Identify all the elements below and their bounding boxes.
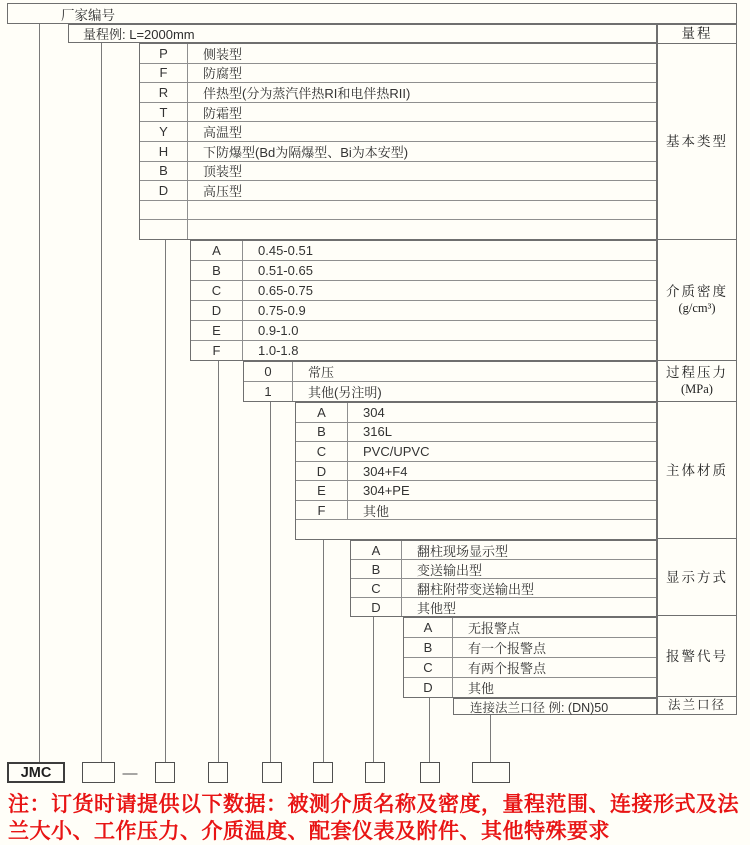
desc-cell: 1.0-1.8 [258,343,299,358]
label-process-pressure: 过程压力 (MPa) [658,361,736,402]
code-cell: D [140,181,188,200]
code-cell: F [191,341,243,360]
model-prefix-text: JMC [20,764,52,781]
code-cell: C [296,442,348,461]
desc-cell: 侧装型 [203,46,243,62]
code-cell: A [296,403,348,422]
table-row [404,638,656,658]
table-row [296,423,656,443]
code-cell: B [296,423,348,442]
desc-cell: 316L [363,424,392,440]
desc-cell: 0.9-1.0 [258,323,299,338]
table-row [191,301,656,321]
desc-cell: 防腐型 [203,66,243,82]
desc-cell: 304 [363,404,385,420]
desc-cell: 有两个报警点 [468,661,547,676]
desc-cell: 翻柱现场显示型 [417,543,509,559]
connector-line-manufacturer [39,24,40,762]
model-code-box-pressure [262,762,282,783]
table-row [140,181,656,201]
model-code-box-basic-type [155,762,175,783]
table-row [191,341,656,360]
label-display-mode: 显示方式 [658,539,736,616]
code-cell: A [404,618,453,637]
desc-cell: 无报警点 [468,621,521,636]
manufacturer-number-box [7,3,737,24]
code-cell: Y [140,122,188,141]
desc-cell: PVC/UPVC [363,443,430,459]
table-row [244,382,656,401]
manufacturer-number-label: 厂家编号 [61,7,115,23]
code-cell: A [191,241,243,260]
display-mode-table [350,540,657,617]
desc-cell: 其他 [468,681,495,696]
category-label-column [657,24,737,715]
body-material-table [295,402,657,540]
table-row-empty [140,201,656,221]
range-example-box [68,24,657,43]
desc-cell: 顶装型 [203,164,243,180]
desc-cell [296,520,656,539]
code-cell: F [140,64,188,83]
ordering-note: 注：订货时请提供以下数据：被测介质名称及密度，量程范围、连接形式及法兰大小、工作压力、介质温度、配套仪表及附件、其他特殊要求 [8,793,739,843]
connector-line-range [101,43,102,762]
table-row [191,281,656,301]
model-code-box-range [82,762,115,783]
table-row [296,501,656,521]
range-example-text: 量程例: L=2000mm [83,27,195,42]
table-row [244,362,656,382]
flange-size-text: 连接法兰口径 例: (DN)50 [470,700,609,715]
model-code-box-display [365,762,385,783]
desc-cell: 其他(另注明) [308,385,382,400]
desc-cell: 0.51-0.65 [258,263,313,278]
table-row [404,618,656,638]
model-code-box-material [313,762,333,783]
code-cell: B [404,638,453,657]
code-cell: R [140,83,188,102]
code-cell: B [351,560,402,578]
desc-cell: 防霜型 [203,105,243,121]
table-row-empty [296,520,656,539]
code-cell: 0 [244,362,293,381]
desc-cell: 翻柱附带变送输出型 [417,581,535,597]
table-row [140,142,656,162]
model-code-box-alarm [420,762,440,783]
code-cell: T [140,103,188,122]
desc-cell: 下防爆型(Bd为隔爆型、Bi为本安型) [203,144,409,160]
table-row [404,658,656,678]
table-row [140,122,656,142]
desc-cell: 0.45-0.51 [258,243,313,258]
desc-cell: 伴热型(分为蒸汽伴热RI和电伴热RII) [203,85,411,101]
table-row [140,103,656,123]
table-row [296,481,656,501]
code-cell: H [140,142,188,161]
table-row [191,261,656,281]
desc-cell [188,201,656,220]
code-cell: C [351,579,402,597]
desc-cell: 高温型 [203,125,243,141]
code-cell [140,220,188,239]
model-prefix-box [7,762,65,783]
medium-density-table [190,240,657,361]
connector-line-pressure [270,402,271,762]
basic-type-table [139,43,657,240]
connector-line-display [373,617,374,762]
code-cell: D [296,462,348,481]
label-alarm-code: 报警代号 [658,616,736,697]
desc-cell: 有一个报警点 [468,641,547,656]
table-row [296,403,656,423]
desc-cell: 常压 [308,365,335,380]
table-row [140,44,656,64]
table-row [191,321,656,341]
table-row [296,462,656,482]
table-row [351,598,656,616]
table-row [140,162,656,182]
table-row [296,442,656,462]
code-cell: B [140,162,188,181]
table-row [351,560,656,579]
desc-cell: 其他型 [417,600,457,616]
desc-cell [188,220,656,239]
code-cell: F [296,501,348,520]
table-row-empty [140,220,656,239]
connector-line-density [218,361,219,762]
label-medium-density: 介质密度 (g/cm³) [658,240,736,361]
label-range: 量程 [658,25,736,44]
code-cell: C [404,658,453,677]
process-pressure-table [243,361,657,402]
desc-cell: 其他 [363,503,390,519]
table-row [140,83,656,103]
connector-line-flange [490,715,491,762]
label-body-material: 主体材质 [658,402,736,540]
code-cell: E [296,481,348,500]
connector-line-material [323,540,324,762]
desc-cell: 0.75-0.9 [258,303,306,318]
table-row [191,241,656,261]
desc-cell: 304+PE [363,483,410,499]
code-cell: A [351,541,402,559]
code-cell: 1 [244,382,293,401]
model-code-box-density [208,762,228,783]
table-row [404,678,656,697]
code-cell: D [404,678,453,697]
label-basic-type: 基本类型 [658,44,736,240]
desc-cell: 高压型 [203,183,243,199]
desc-cell: 0.65-0.75 [258,283,313,298]
code-cell: B [191,261,243,280]
code-cell: C [191,281,243,300]
connector-line-basic-type [165,240,166,762]
table-row [351,541,656,560]
table-row [351,579,656,598]
code-cell: D [351,598,402,616]
code-cell: P [140,44,188,63]
connector-line-alarm [429,698,430,762]
desc-cell: 304+F4 [363,463,408,479]
code-cell: D [191,301,243,320]
table-row [140,64,656,84]
model-code-box-flange [472,762,510,783]
flange-size-row [453,698,657,715]
code-cell [140,201,188,220]
alarm-code-table [403,617,657,698]
code-cell: E [191,321,243,340]
label-flange-size: 法兰口径 [667,698,726,712]
desc-cell: 变送输出型 [417,562,483,578]
model-code-dash: — [122,764,138,782]
